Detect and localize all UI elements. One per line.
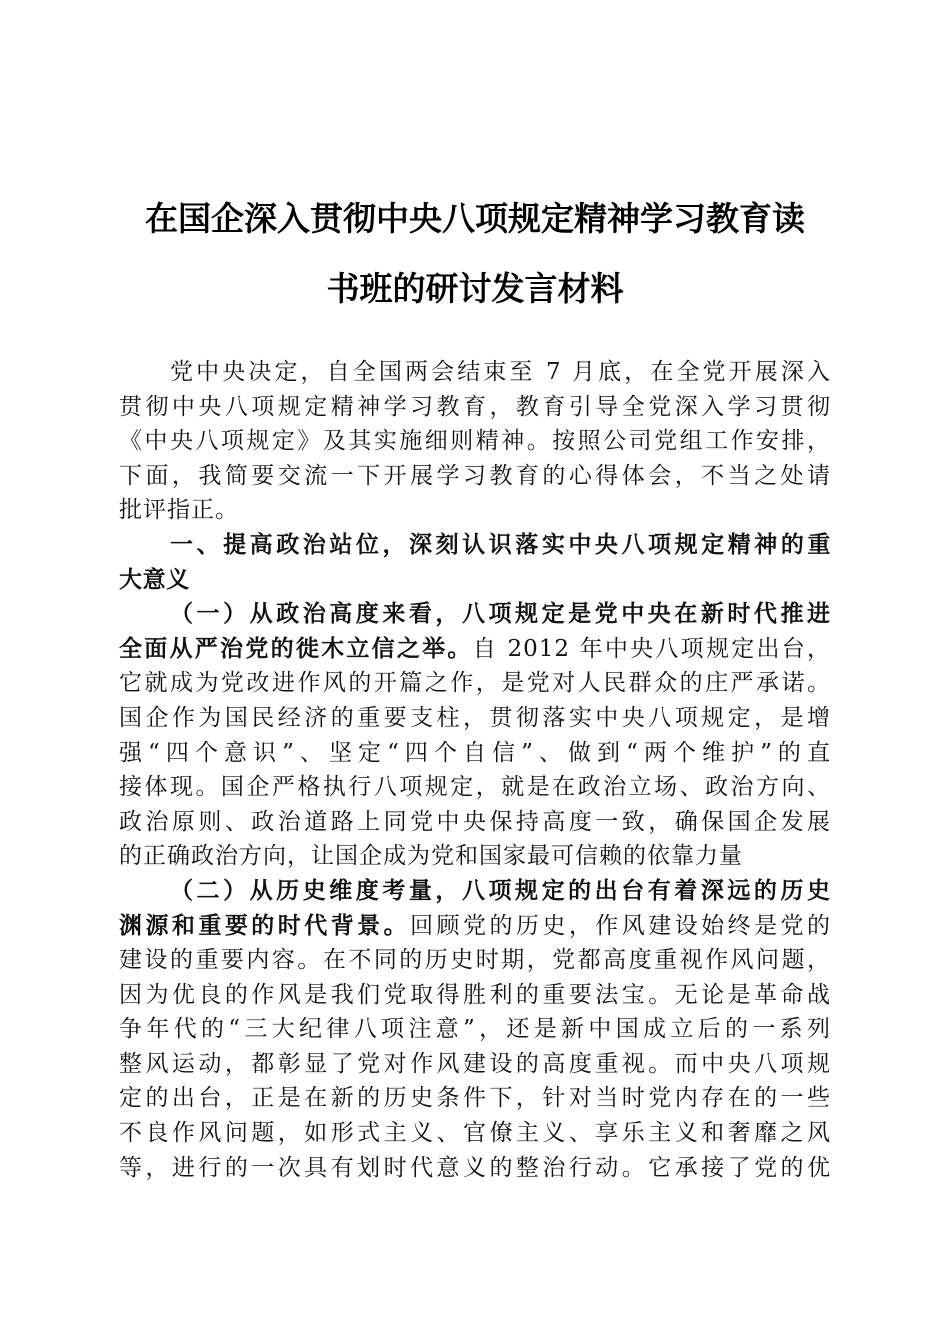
para-2-lead-2: 渊源和重要的时代背景。 xyxy=(119,912,411,939)
para-2-line-1 xyxy=(119,874,831,909)
para-2-line-8: 不良作风问题，如形式主义、官僚主义、享乐主义和奢靡之风 xyxy=(119,1120,831,1147)
para-2-line-2-rest: 回顾党的历史，作风建设始终是党的 xyxy=(410,912,832,939)
intro-line-4: 下面，我简要交流一下开展学习教育的心得体会，不当之处请 xyxy=(119,462,831,489)
para-1-line-2-rest: 自 2012 年中央八项规定出台， xyxy=(472,635,832,662)
para-1-lead-1: （一）从政治高度来看，八项规定是党中央在新时代推进 xyxy=(170,601,831,628)
section-1-heading-line-2: 大意义 xyxy=(119,566,190,593)
document-title-line-2: 书班的研讨发言材料 xyxy=(326,269,624,308)
para-1-line-1 xyxy=(119,597,831,632)
document-body xyxy=(119,355,831,1185)
section-1-heading-line-1: 一、提高政治站位，深刻认识落实中央八项规定精神的重 xyxy=(170,531,831,558)
para-2-line-5: 争年代的“三大纪律八项注意”，还是新中国成立后的一系列 xyxy=(119,1016,831,1043)
para-1-line-8: 的正确政治方向，让国企成为党和国家最可信赖的依靠力量 xyxy=(119,843,743,870)
para-1-line-7: 政治原则、政治道路上同党中央保持高度一致，确保国企发展 xyxy=(119,808,831,835)
para-2-line-7: 定的出台，正是在新的历史条件下，针对当时党内存在的一些 xyxy=(119,1085,831,1112)
para-2-line-9: 等，进行的一次具有划时代意义的整治行动。它承接了党的优 xyxy=(119,1154,831,1181)
para-1-lead-2: 全面从严治党的徙木立信之举。 xyxy=(119,635,473,662)
intro-line-5: 批评指正。 xyxy=(119,497,239,524)
para-2-line-2 xyxy=(119,909,831,944)
para-1-line-6: 接体现。国企严格执行八项规定，就是在政治立场、政治方向、 xyxy=(119,774,831,801)
intro-line-1: 党中央决定，自全国两会结束至 7 月底，在全党开展深入 xyxy=(170,359,831,385)
para-2-line-4: 因为优良的作风是我们党取得胜利的重要法宝。无论是革命战 xyxy=(119,981,831,1008)
para-1-line-5: 强“四个意识”、坚定“四个自信”、做到“两个维护”的直 xyxy=(119,739,831,766)
para-1-line-3: 它就成为党改进作风的开篇之作，是党对人民群众的庄严承诺。 xyxy=(119,670,831,697)
para-1-line-2 xyxy=(119,632,831,667)
para-1-line-4: 国企作为国民经济的重要支柱，贯彻落实中央八项规定，是增 xyxy=(119,704,831,731)
document-title-line-1: 在国企深入贯彻中央八项规定精神学习教育读 xyxy=(145,199,805,238)
para-2-line-6: 整风运动，都彰显了党对作风建设的高度重视。而中央八项规 xyxy=(119,1050,831,1077)
intro-line-2: 贯彻中央八项规定精神学习教育，教育引导全党深入学习贯彻 xyxy=(119,393,831,420)
intro-line-3: 《中央八项规定》及其实施细则精神。按照公司党组工作安排， xyxy=(119,428,831,455)
para-2-lead-1: （二）从历史维度考量，八项规定的出台有着深远的历史 xyxy=(170,877,831,904)
para-2-line-3: 建设的重要内容。在不同的历史时期，党都高度重视作风问题， xyxy=(119,947,831,974)
